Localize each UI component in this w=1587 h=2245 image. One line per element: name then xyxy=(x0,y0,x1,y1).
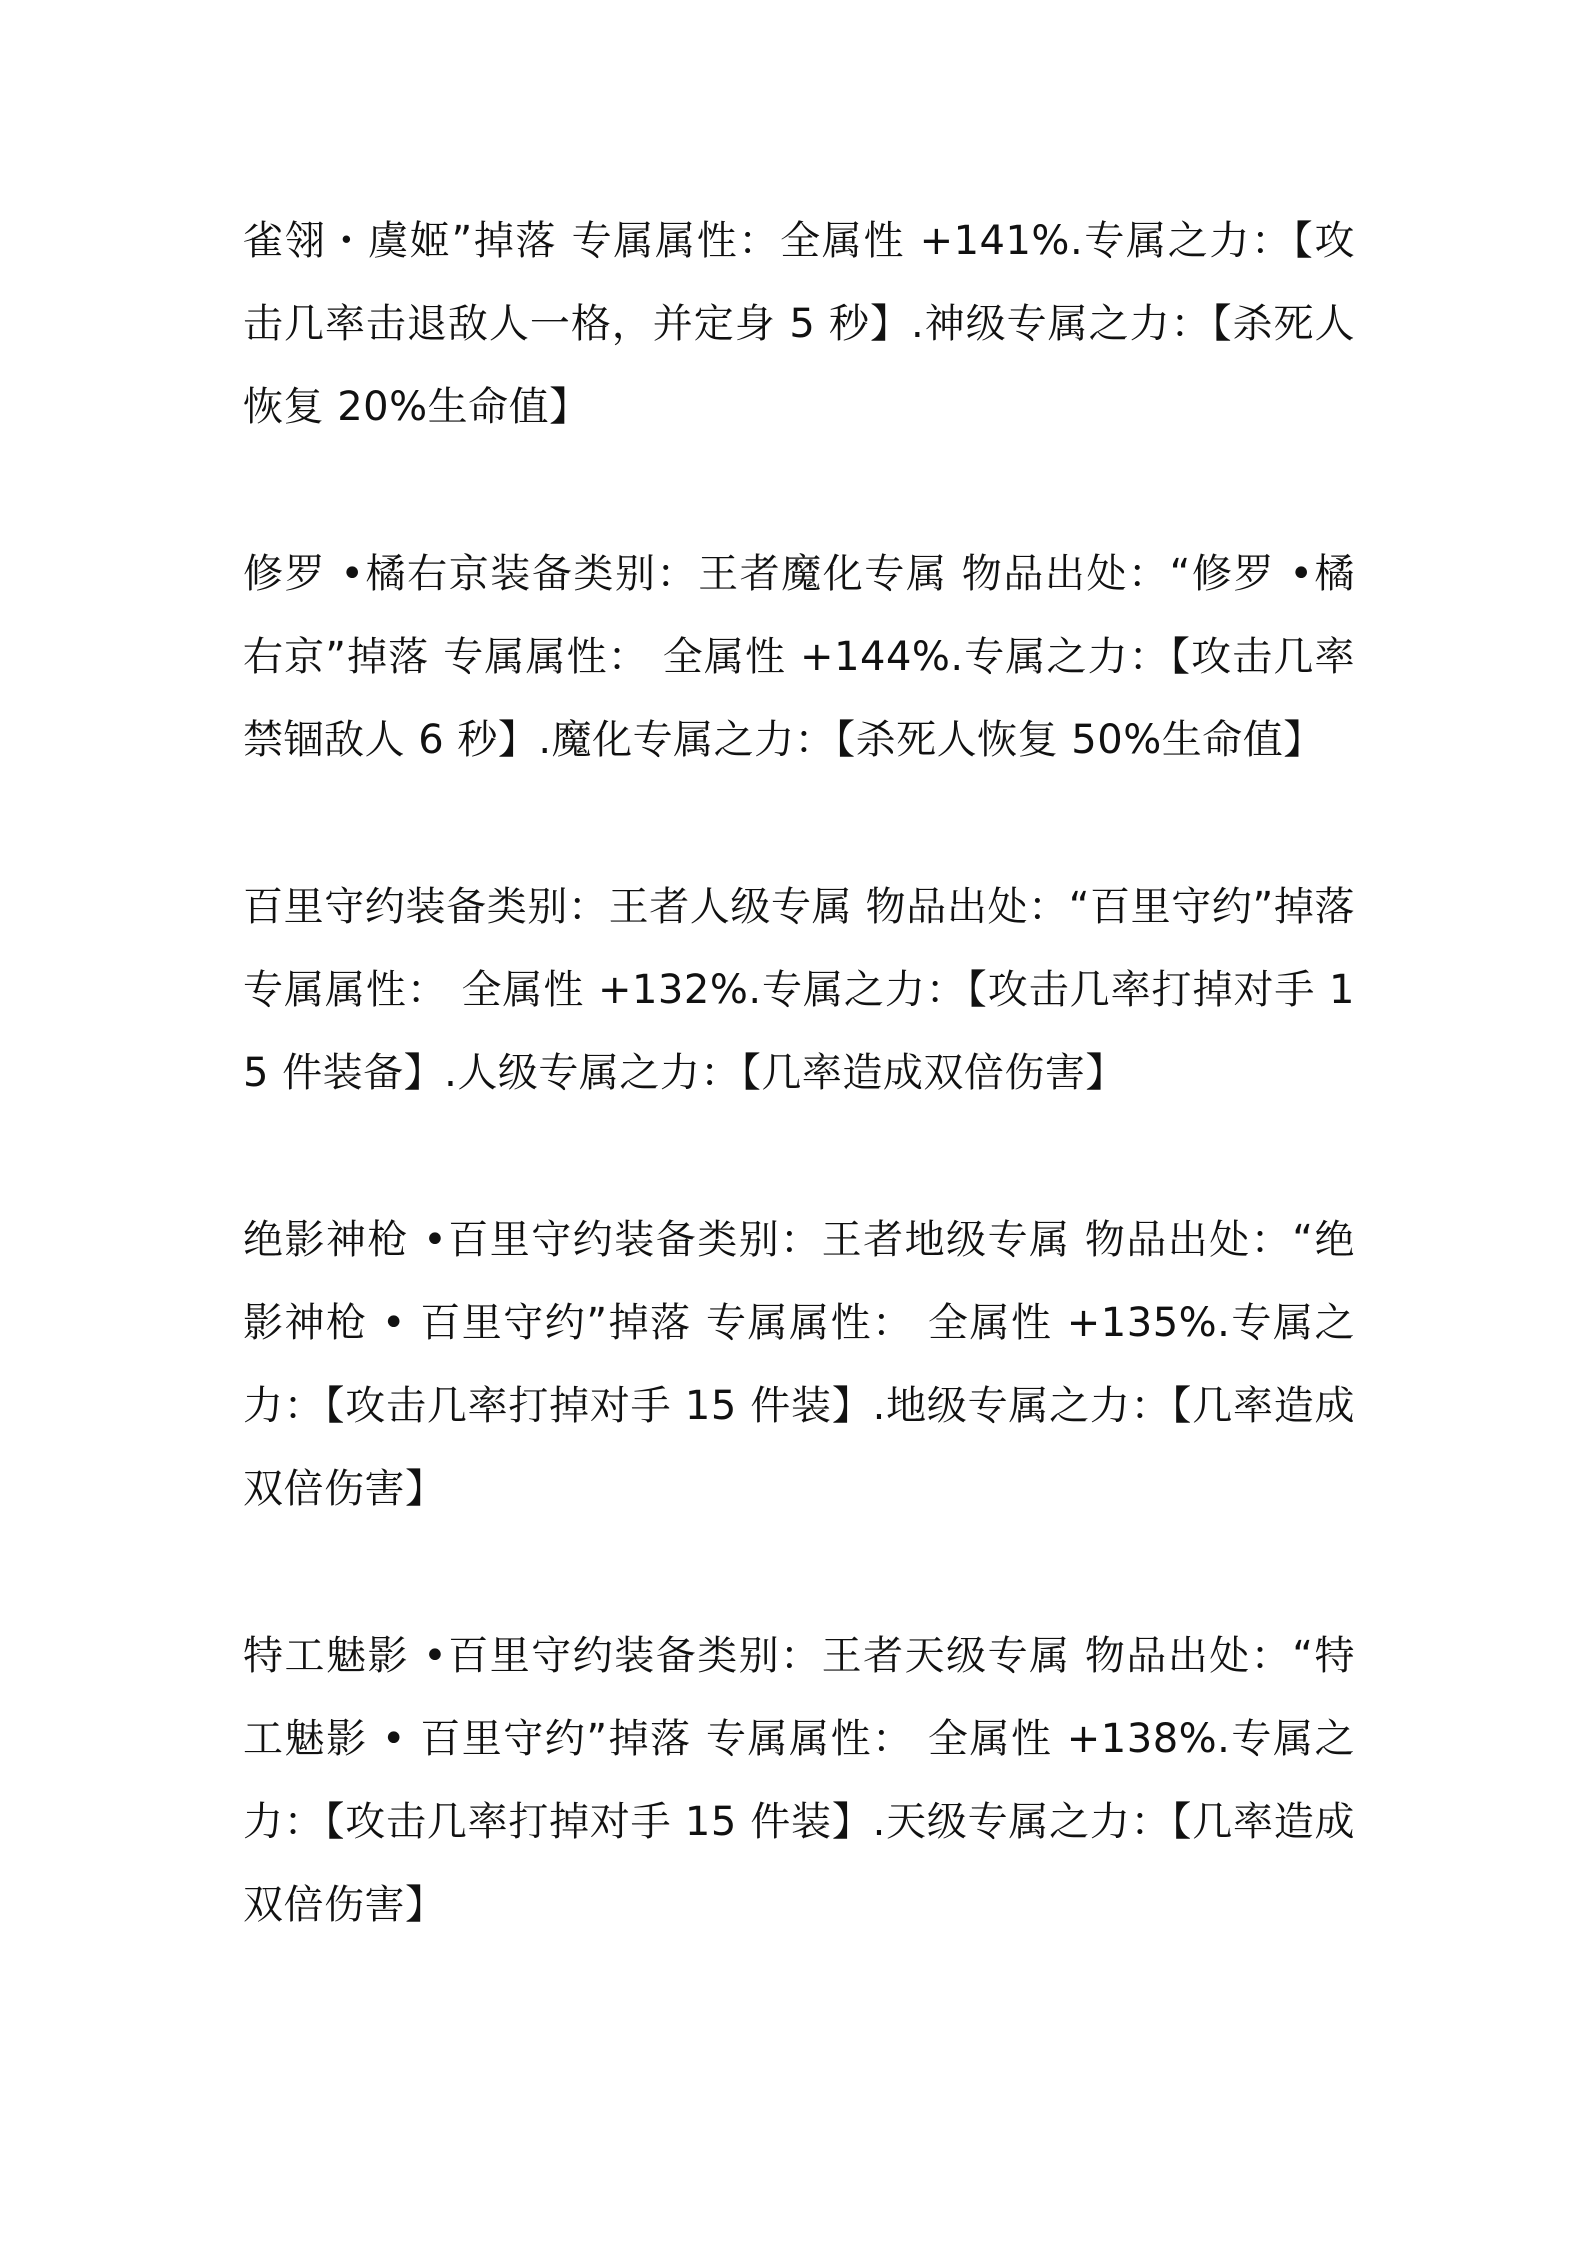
document-body xyxy=(243,200,1355,1947)
paragraph-xiu-luo-ju-you-jing: 修罗 •橘右京装备类别：王者魔化专属 物品出处：“修罗 •橘右京”掉落 专属属性： 全属性 +144%.专属之力：【攻击几率禁锢敌人 6 秒】.魔化专属之力：【杀死人恢复 50%生命值】 xyxy=(243,551,1355,763)
paragraph-te-gong-mei-ying: 特工魅影 •百里守约装备类别：王者天级专属 物品出处：“特工魅影 • 百里守约”掉落 专属属性： 全属性 +138%.专属之力：【攻击几率打掉对手 15 件装】.天级专属之力：【几率造成双倍伤害】 xyxy=(243,1633,1355,1928)
paragraph-bai-li-shou-yue: 百里守约装备类别：王者人级专属 物品出处：“百里守约”掉落 专属属性： 全属性 +132%.专属之力：【攻击几率打掉对手 15 件装备】.人级专属之力：【几率造成双倍伤害】 xyxy=(243,884,1355,1096)
paragraph-que-ling-yu-ji: 雀翎・虞姬”掉落 专属属性：全属性 +141%.专属之力：【攻击几率击退敌人一格，并定身 5 秒】.神级专属之力：【杀死人恢复 20%生命值】 xyxy=(243,218,1355,430)
paragraph-jue-ying-shen-qiang: 绝影神枪 •百里守约装备类别：王者地级专属 物品出处：“绝影神枪 • 百里守约”掉落 专属属性： 全属性 +135%.专属之力：【攻击几率打掉对手 15 件装】.地级专属之力：【几率造成双倍伤害】 xyxy=(243,1217,1355,1512)
